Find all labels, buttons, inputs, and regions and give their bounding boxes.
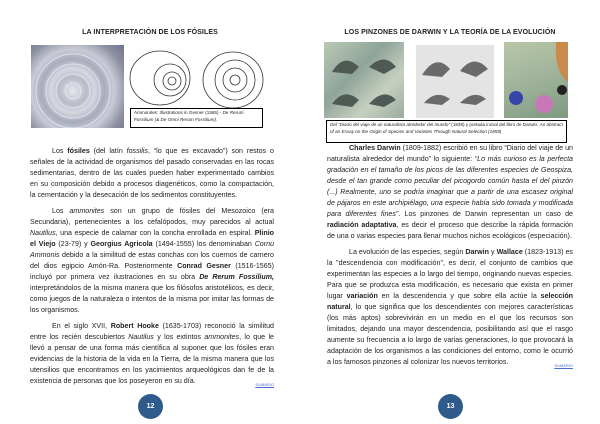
italic-text: fossilis — [126, 147, 148, 155]
bold-term: Robert Hooke — [110, 322, 159, 330]
text-run: debido a la similitud de estas conchas con los cuernos de carnero del dios egipcio Amón-Ra. Posteriormente — [30, 251, 274, 270]
text-run: , es decir el proceso que describe la rápida formación de una o varias especies para llenar muchos nichos ecológicos (especiación). — [327, 221, 573, 240]
bold-term: Darwin — [465, 248, 489, 256]
bold-term: De Rerum Fossilium, — [199, 273, 274, 281]
text-run: . Los pinzones de Darwin representan un caso de — [398, 210, 573, 218]
paragraph — [327, 247, 573, 368]
text-run: (1635-1703) reconoció la similitud entre los recién descubiertos — [30, 322, 275, 341]
ammonite-fossil-photo — [31, 45, 124, 128]
bold-term: Georgius Agricola — [90, 240, 153, 248]
italic-text: Del “Diario del viaje de un naturalista alrededor del mundo” — [330, 122, 451, 127]
page-number-badge: 12 — [138, 394, 163, 419]
paragraph — [30, 321, 274, 387]
bold-term: Charles Darwin — [349, 144, 401, 152]
italic-text: ammonites — [69, 207, 105, 215]
paragraph — [327, 143, 573, 242]
body-text — [30, 146, 274, 392]
italic-text: ammonites — [204, 333, 240, 341]
italic-text: “Lo más curioso es la perfecta gradación en el tamaño de los picos de las diferentes especies de Geospiza, desde el tan grande como peculiar del picogordo común hasta el del pinzón (...) Realmente, uno se podría imaginar que a partir de una escasez original de pájaros en este archipiélago, una especie había sido tomada y modificada para diferentes fines” — [327, 155, 573, 218]
text-run: (del latín — [89, 147, 127, 155]
text-run: interpretándolos de la misma manera que los filósofos aristotélicos, es decir, como juegos de la naturaleza o intentos de la misma por imitar las formas de los organismos. — [30, 284, 274, 314]
bold-term: Wallace — [496, 248, 523, 256]
page-title: LOS PINZONES DE DARWIN Y LA TEORÍA DE LA EVOLUCIÓN — [344, 29, 556, 36]
page-right — [300, 0, 600, 424]
text-run: (1823-1913) es la "descendencia con modificación", es decir, el conjunto de cambios que experimentan las especies a lo largo del tiempo, originando nuevas especies. Para que se produzca esta modificación, es necesario que exista en primer lugar — [327, 248, 573, 300]
italic-text: Nautilus — [128, 333, 154, 341]
text-run: son un grupo de fósiles del Mesozoico (era Secundaria), pertenecientes a los cefalópodos, muy parecidos al actual — [30, 207, 274, 226]
text-run: Los — [52, 207, 70, 215]
bold-term: selección natural — [327, 292, 573, 311]
text-run: , una especie de calamar con la concha enrollada en espiral. — [55, 229, 255, 237]
text-run: (1839) y portada inicial del libro de Darwin: — [450, 122, 540, 127]
text-run: En el siglo XVII, — [52, 322, 111, 330]
page-title: LA INTERPRETACIÓN DE LOS FÓSILES — [82, 29, 218, 36]
text-run: La evolución de las especies, según — [349, 248, 466, 256]
finch-gray-illustration — [416, 45, 494, 118]
text-run: Los — [52, 147, 68, 155]
finch-color-illustration — [324, 42, 404, 118]
text-run: (23-79) y — [55, 240, 91, 248]
bold-term: Plinio el Viejo — [30, 229, 274, 248]
image-caption — [326, 120, 567, 143]
italic-text: Nautilus — [30, 229, 56, 237]
summary-link[interactable]: SUMARIO — [255, 382, 274, 387]
body-text — [327, 143, 573, 373]
text-run: (1809-1882) escribió en su libro “Diario del viaje de un naturalista alrededor del mundo” lo siguiente: — [327, 144, 573, 163]
origin-of-species-cover — [504, 42, 568, 118]
text-run: Ammonites: Illustrations in Gesner (1565) - — [134, 110, 223, 115]
image-caption — [130, 108, 263, 128]
italic-text: An abstract of an Essay on the Origin of Species and Varieties Through Natural Selection (1859) — [330, 122, 563, 134]
text-run: , lo que significa que los descendientes con mejores características (los más aptos) sobrevivirán en un medio en el que los recursos son limitados, dejando una mayor descendencia, posibilitando así que el rasgo aumente su frecuencia a lo largo de varias generaciones, lo que provocará la adaptación de los organismos a las condiciones del entorno, como le ocurrió a los famosos pinzones al colonizar los nuevos territorios. — [327, 303, 573, 366]
paragraph — [30, 206, 274, 316]
summary-link[interactable]: SUMARIO — [554, 363, 573, 368]
italic-text: Cornu Ammonis — [30, 240, 275, 259]
ammonite-illustration — [128, 48, 268, 108]
page-number-badge: 13 — [438, 394, 463, 419]
text-run: , “lo que es excavado”) son restos o señales de la actividad de organismos del pasado conservadas en las rocas sedimentarias, dentro de las cuales pueden haber experimentado cambios en su composición debido a procesos diagenéticos, como la compactación, la cementación y la desecación de los sedimentos constituyentes. — [30, 147, 274, 199]
bold-term: radiación adaptativa — [327, 221, 397, 229]
italic-text: De Rerum Fossilium (& De Omni Rerum Fossilium). — [134, 110, 244, 122]
spiral-icon — [31, 45, 124, 128]
bold-term: variación — [346, 292, 378, 300]
text-run: (1494-1555) los denominaban — [152, 240, 255, 248]
paragraph — [30, 146, 274, 201]
text-run: (1516-1565) incluyó por primera vez ilustraciones en su obra — [30, 262, 275, 281]
bold-term: Conrad Gesner — [177, 262, 231, 270]
text-run: en la descendencia y que sobre ella actúe la — [377, 292, 541, 300]
text-run: y — [488, 248, 497, 256]
text-run: , lo que le llevó a pensar de una forma más científica al suponer que los fósiles eran evidencias de la historia de la vida en la Tierra, de la misma manera que los utensilios que encontramos en los yacimientos arqueológicos dan fe de la existencia de personas que los poseyeron en su día. — [30, 333, 274, 385]
text-run: y los extintos — [153, 333, 205, 341]
bold-term: fósiles — [67, 147, 90, 155]
